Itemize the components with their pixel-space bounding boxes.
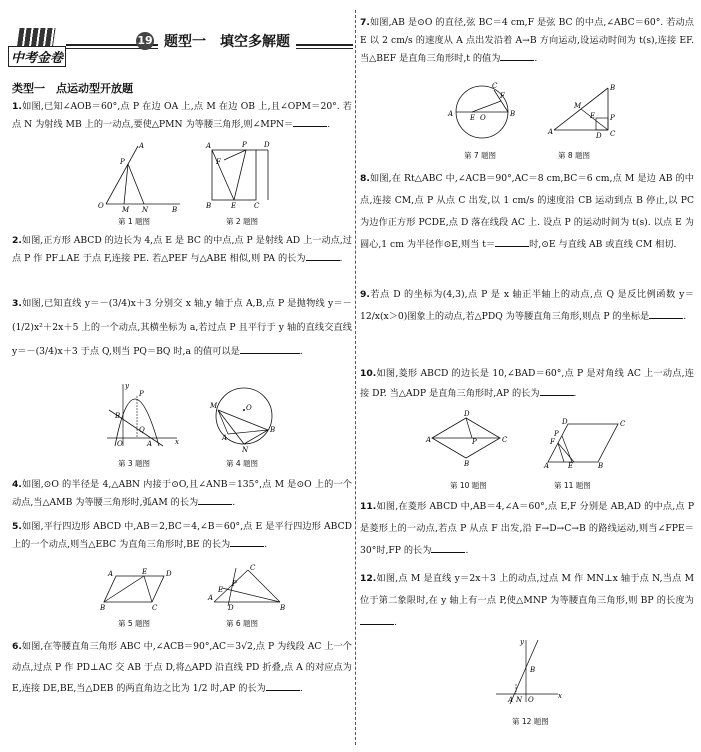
- question-9: [360, 284, 694, 328]
- figure-7-caption: 第 7 题图: [464, 151, 497, 160]
- question-number: 6.: [12, 641, 22, 652]
- svg-text:A: A: [108, 570, 114, 578]
- figure-11-diagram: [544, 418, 628, 468]
- question-4: [12, 476, 352, 512]
- figure-6-diagram: [208, 566, 288, 610]
- question-text: 如图,菱形 ABCD 的边长是 10,∠BAD＝60°,点 P 是对角线 AC 上一动点,连接 DP. 当△ADP 是直角三角形时,AP 的长为: [360, 368, 694, 399]
- svg-text:B: B: [464, 460, 470, 468]
- question-8: [360, 168, 694, 256]
- question-1: [12, 98, 352, 134]
- figure-5-diagram: [100, 570, 180, 610]
- question-end: .: [232, 497, 236, 508]
- svg-text:B: B: [115, 412, 121, 420]
- svg-text:P: P: [242, 141, 247, 149]
- svg-text:B: B: [610, 84, 616, 92]
- question-end: .: [339, 253, 343, 264]
- svg-text:B: B: [530, 666, 536, 674]
- svg-text:E: E: [470, 114, 476, 122]
- question-number: 10.: [360, 368, 377, 379]
- svg-text:B: B: [510, 110, 516, 118]
- svg-text:A: A: [206, 142, 212, 150]
- column-divider: [355, 10, 356, 745]
- svg-text:x: x: [175, 438, 179, 446]
- svg-text:F: F: [500, 92, 505, 100]
- svg-text:D: D: [562, 418, 568, 426]
- answer-blank[interactable]: [649, 308, 683, 319]
- figure-8-caption: 第 8 题图: [558, 151, 591, 160]
- figure-4-diagram: [208, 386, 280, 452]
- svg-text:O: O: [480, 114, 486, 122]
- svg-text:B: B: [172, 206, 178, 214]
- svg-text:A: A: [139, 142, 145, 150]
- svg-text:A: A: [208, 594, 214, 602]
- svg-text:C: C: [620, 420, 626, 428]
- svg-text:C: C: [502, 436, 508, 444]
- svg-text:F: F: [216, 158, 221, 166]
- svg-text:D: D: [228, 604, 234, 612]
- svg-text:A: A: [508, 696, 514, 704]
- figure-12-caption: 第 12 题图: [512, 717, 549, 726]
- question-text: 如图,在等腰直角三角形 ABC 中,∠ACB＝90°,AC＝3√2,点 P 为线段 AC 上一个动点,过点 P 作 PD⊥AC 交 AB 于点 D,将△APD 沿直线 PD 折叠,点 A 的对应点为 E,连接 DE,BE,当△DEB 的两直角边之比为 1/2 时,AP 的长为: [12, 641, 352, 694]
- svg-text:N: N: [142, 206, 149, 214]
- svg-text:E: E: [231, 202, 237, 210]
- figure-7-diagram: [448, 82, 516, 142]
- figure-2-diagram: [206, 141, 276, 210]
- svg-text:E: E: [142, 568, 148, 576]
- svg-text:A: A: [448, 110, 454, 118]
- answer-blank[interactable]: [306, 250, 340, 261]
- section-title: 类型一 点运动型开放题: [12, 82, 133, 95]
- svg-text:A: A: [544, 462, 550, 470]
- svg-text:M: M: [122, 206, 130, 214]
- answer-blank[interactable]: [500, 50, 534, 61]
- svg-text:C: C: [152, 604, 158, 612]
- figure-2-caption: 第 2 题图: [226, 217, 259, 226]
- question-text: 如图,AB 是⊙O 的直径,弦 BC＝4 cm,F 是弦 BC 的中点,∠ABC＝60°. 若动点 E 以 2 cm/s 的速度从 A 点出发沿着 A→B 方向运动,设运动时间为 t(s),连接 EF. 当△BEF 是直角三角形时,t 的值为: [360, 17, 694, 64]
- question-number: 5.: [12, 521, 22, 532]
- question-text: 如图,平行四边形 ABCD 中,AB＝2,BC＝4,∠B＝60°,点 E 是平行四边形 ABCD 上的一个动点,则当△EBC 为直角三角形时,BE 的长为: [12, 521, 352, 550]
- answer-blank[interactable]: [230, 536, 264, 547]
- answer-blank[interactable]: [495, 236, 529, 247]
- figure-11-caption: 第 11 题图: [554, 481, 591, 490]
- svg-text:O: O: [528, 696, 534, 704]
- answer-blank[interactable]: [240, 343, 300, 354]
- svg-text:E: E: [590, 112, 596, 120]
- question-text: 若点 D 的坐标为(4,3),点 P 是 x 轴正半轴上的动点,点 Q 是反比例函数 y＝12/x(x＞0)图象上的动点,若△PDQ 为等腰直角三角形,则点 P 的坐标是: [360, 289, 694, 322]
- question-10: [360, 364, 694, 404]
- figure-1-diagram: [98, 142, 188, 212]
- question-end: .: [534, 53, 538, 64]
- svg-text:B: B: [100, 604, 106, 612]
- svg-text:P: P: [232, 580, 237, 588]
- question-end: .: [465, 545, 469, 556]
- svg-text:B: B: [270, 426, 276, 434]
- logo-text: 中考金卷: [8, 46, 66, 67]
- figure-12-graph: [494, 636, 564, 706]
- svg-text:P: P: [120, 158, 125, 166]
- svg-text:B: B: [280, 604, 286, 612]
- svg-text:P: P: [472, 438, 477, 446]
- question-6: [12, 636, 352, 699]
- question-end: .: [394, 617, 397, 628]
- svg-text:D: D: [464, 410, 470, 418]
- question-11: [360, 496, 694, 562]
- question-number: 7.: [360, 17, 370, 28]
- svg-text:P: P: [554, 430, 559, 438]
- svg-text:M: M: [574, 102, 582, 110]
- page-header: [8, 26, 353, 70]
- question-text: 如图,已知∠AOB＝60°,点 P 在边 OA 上,点 M 在边 OB 上,且∠OPM＝20°. 若点 N 为射线 MB 上的一动点,要使△PMN 为等腰三角形,则∠MPN＝: [12, 101, 352, 130]
- svg-text:M: M: [210, 402, 218, 410]
- svg-text:A: A: [222, 434, 228, 442]
- question-12: [360, 568, 694, 634]
- question-5: [12, 518, 352, 554]
- svg-text:F: F: [550, 438, 555, 446]
- question-text: 如图,在菱形 ABCD 中,AB＝4,∠A＝60°,点 E,F 分别是 AB,AD 的中点,点 P 是菱形上的一动点,若点 P 从点 F 出发,沿 F→D→C→B 的路线运动,则当∠FPE＝30°时,FP 的长为: [360, 501, 694, 556]
- question-text: 如图,已知直线 y＝－(3/4)x＋3 分别交 x 轴,y 轴于点 A,B,点 P 是抛物线 y＝－(1/2)x²＋2x＋5 上的一个动点,其横坐标为 a,若过点 P 且平行于 y 轴的直线交直线 y＝－(3/4)x＋3 于点 Q,则当 PQ＝BQ 时,a 的值可以是: [12, 298, 352, 357]
- svg-text:D: D: [166, 570, 172, 578]
- book-logo: [8, 26, 66, 66]
- svg-text:C: C: [250, 564, 256, 572]
- svg-text:E: E: [218, 586, 224, 594]
- question-end: .: [299, 683, 303, 694]
- svg-text:O: O: [98, 202, 104, 210]
- svg-text:B: B: [598, 462, 604, 470]
- svg-text:E: E: [568, 462, 574, 470]
- question-text: 如图,正方形 ABCD 的边长为 4,点 E 是 BC 的中点,点 P 是射线 AD 上一动点,过点 P 作 PF⊥AE 于点 F,连接 PE. 若△PEF 与△ABE 相似,则 PA 的长为: [12, 235, 352, 264]
- question-number: 1.: [12, 101, 22, 112]
- svg-text:Q: Q: [139, 426, 145, 434]
- svg-text:x: x: [558, 692, 562, 700]
- figure-3-caption: 第 3 题图: [118, 459, 151, 468]
- question-number: 2.: [12, 235, 22, 246]
- question-text: 如图,点 M 是直线 y＝2x＋3 上的动点,过点 M 作 MN⊥x 轴于点 N,当点 M 位于第二象限时,在 y 轴上有一点 P,使△MNP 为等腰直角三角形,则 BP 的长度为: [360, 573, 694, 606]
- question-number: 4.: [12, 479, 22, 490]
- chapter-number-badge: 19: [136, 32, 154, 50]
- question-number: 12.: [360, 573, 377, 584]
- figure-6-caption: 第 6 题图: [226, 619, 259, 628]
- svg-text:y: y: [520, 638, 524, 646]
- figure-4-caption: 第 4 题图: [226, 459, 259, 468]
- figure-3-graph: [103, 382, 183, 450]
- page-title: 题型一 填空多解题: [158, 31, 296, 51]
- question-end: .: [683, 311, 687, 322]
- question-text: 如图,⊙O 的半径是 4,△ABN 内接于⊙O,且∠ANB＝135°,点 M 是⊙O 上的一个动点,当△AMB 为等腰三角形时,弧AM 的长为: [12, 479, 352, 508]
- svg-text:N: N: [242, 446, 249, 454]
- question-number: 11.: [360, 501, 377, 512]
- svg-text:D: D: [264, 141, 270, 149]
- question-number: 9.: [360, 289, 370, 300]
- svg-text:C: C: [254, 202, 260, 210]
- figure-8-diagram: [548, 84, 620, 138]
- question-end: .: [327, 119, 331, 130]
- figure-5-caption: 第 5 题图: [118, 619, 151, 628]
- svg-text:C: C: [492, 82, 498, 90]
- answer-blank[interactable]: [293, 116, 327, 127]
- svg-text:B: B: [206, 202, 212, 210]
- question-end: .: [264, 539, 268, 550]
- svg-text:A: A: [147, 440, 153, 448]
- answer-blank[interactable]: [198, 494, 232, 505]
- svg-text:O: O: [117, 440, 123, 448]
- svg-text:P: P: [139, 390, 144, 398]
- question-text-continued: 时,⊙E 与直线 AB 或直线 CM 相切.: [529, 239, 677, 250]
- answer-blank[interactable]: [540, 385, 574, 396]
- question-end: .: [573, 388, 577, 399]
- question-text: 如图,在 Rt△ABC 中,∠ACB＝90°,AC＝8 cm,BC＝6 cm,点 M 是边 AB 的中点,连接 CM,点 P 从点 C 出发,以 1 cm/s 的速度沿 CB 运动到点 B 停止,以 PC 为边作正方形 PCDE,点 D 落在线段 AC 上. 设点 P 的运动时间为 t(s). 以点 E 为圆心,1 cm 为半径作⊙E,则当 t＝: [360, 173, 694, 250]
- svg-text:D: D: [596, 132, 602, 140]
- figure-1-caption: 第 1 题图: [118, 217, 151, 226]
- svg-text:O: O: [246, 404, 252, 412]
- answer-blank[interactable]: [431, 542, 465, 553]
- figure-10-diagram: [426, 410, 510, 466]
- figure-10-caption: 第 10 题图: [450, 481, 487, 490]
- question-end: .: [299, 346, 303, 357]
- answer-blank[interactable]: [360, 614, 394, 625]
- question-3: [12, 292, 352, 364]
- question-7: [360, 14, 694, 68]
- svg-text:y: y: [125, 382, 129, 390]
- svg-text:C: C: [610, 130, 616, 138]
- answer-blank[interactable]: [266, 680, 300, 691]
- svg-text:P: P: [610, 114, 615, 122]
- question-2: [12, 232, 352, 268]
- svg-text:N: N: [516, 696, 523, 704]
- svg-text:A: A: [548, 128, 554, 136]
- svg-text:A: A: [426, 436, 432, 444]
- question-number: 3.: [12, 298, 22, 309]
- question-number: 8.: [360, 173, 370, 184]
